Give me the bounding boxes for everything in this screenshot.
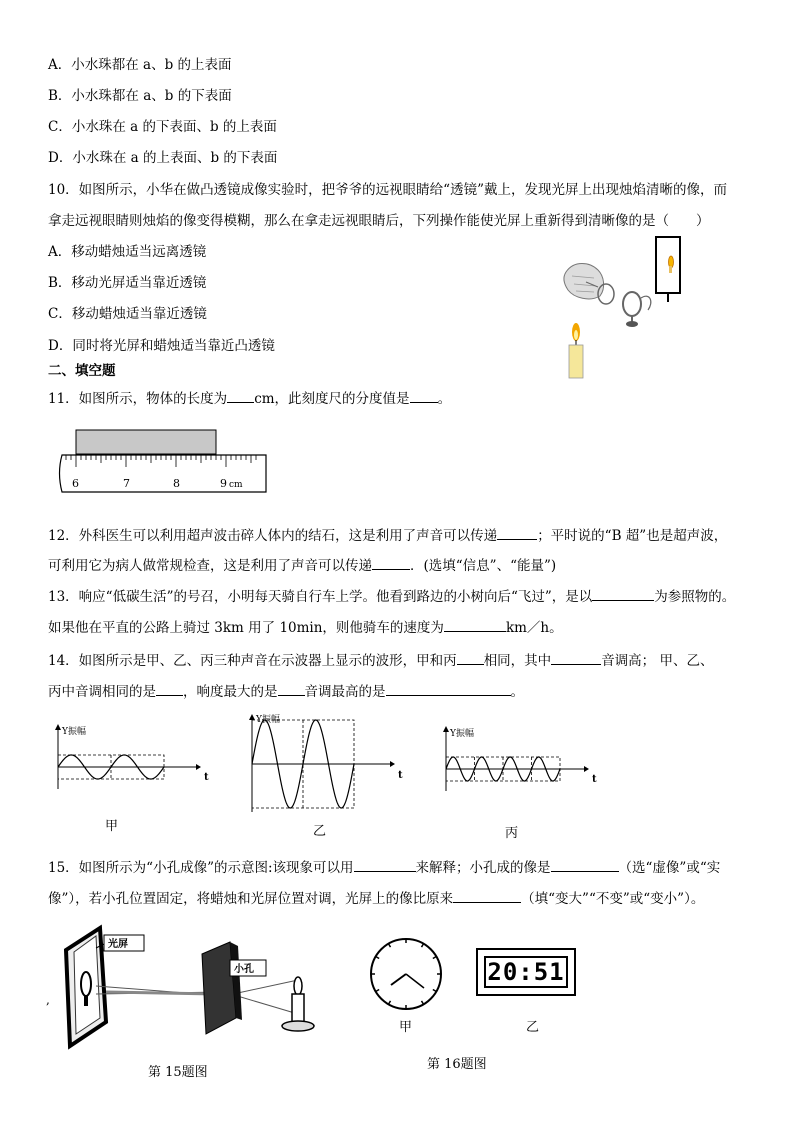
q14-line2-d: 。 <box>510 684 524 700</box>
section-fill-in-heading: 二、填空题 <box>48 363 116 379</box>
measured-object <box>76 430 216 454</box>
pinhole-candle-icon <box>282 977 314 1031</box>
q15-blank-1 <box>354 857 416 872</box>
waveform-bing-ylabel: Y振幅 <box>450 729 474 739</box>
light-screen-icon <box>656 237 680 302</box>
ruler-label-6: 6 <box>72 477 79 490</box>
q9-option-c: C．小水珠在 a 的下表面、b 的上表面 <box>48 119 277 135</box>
waveform-yi <box>240 712 410 812</box>
q10-option-d: D．同时将光屏和蜡烛适当靠近凸透镜 <box>48 338 275 354</box>
ruler-figure <box>54 428 270 496</box>
q14-blank-2 <box>551 650 601 665</box>
digital-clock-time: 20:51 <box>487 958 565 986</box>
q15-blank-2 <box>551 857 619 872</box>
fig15-caption: 第 15题图 <box>148 1065 208 1080</box>
q11-part1: 11．如图所示，物体的长度为 <box>48 391 228 407</box>
q11-part3: 。 <box>437 391 452 407</box>
q14-blank-4 <box>278 681 305 696</box>
waveform-caption-jia: 甲 <box>105 819 119 834</box>
q12-line2-a: 可利用它为病人做常规检查，这是利用了声音可以传递 <box>48 558 372 574</box>
q14-blank-5 <box>386 681 511 696</box>
q12-line2-b: ．(选填“信息”、“能量”) <box>410 558 557 574</box>
q13-blank-1 <box>592 586 654 601</box>
ruler-unit-label: cm <box>229 480 243 490</box>
q13-line2 <box>48 617 563 637</box>
q11-part2: cm，此刻度尺的分度值是 <box>254 391 410 407</box>
q14-blank-3 <box>156 681 183 696</box>
t-axis-arrow <box>584 766 589 772</box>
ruler-label-7: 7 <box>123 477 130 490</box>
q14-line1-b: 相同，其中 <box>483 653 552 669</box>
q10-stem-line1: 10．如图所示，小华在做凸透镜成像实验时，把爷爷的远视眼睛给“透镜”戴上，发现光屏上出现烛焰清晰的像，而 <box>48 182 727 198</box>
q15-line2-a: 像”），若小孔位置固定，将蜡烛和光屏位置对调，光屏上的像比原来 <box>48 891 454 907</box>
q14-blank-1 <box>457 650 484 665</box>
q15-line1-a: 15．如图所示为“小孔成像”的示意图:该现象可以用 <box>48 860 354 876</box>
digital-caption-yi: 乙 <box>526 1020 540 1035</box>
q11-blank-length <box>227 388 254 403</box>
digital-clock <box>476 948 576 996</box>
waveform-jia-tlabel: t <box>204 772 209 783</box>
q13-blank-2 <box>444 617 506 632</box>
waveform-caption-yi: 乙 <box>313 824 327 839</box>
q14-line1-a: 14．如图所示是甲、乙、丙三种声音在示波器上显示的波形，甲和丙 <box>48 653 457 669</box>
q14-line2-a: 丙中音调相同的是 <box>48 684 156 700</box>
pinhole-screen-label: 光屏 <box>108 939 128 950</box>
clock-caption-jia: 甲 <box>399 1020 413 1035</box>
q9-option-a: A．小水珠都在 a、b 的上表面 <box>48 57 232 73</box>
q15-line1-c: （选“虚像”或“实 <box>618 860 721 876</box>
q11-blank-division <box>410 388 438 403</box>
y-axis-arrow <box>55 724 61 730</box>
q14-line1 <box>48 650 713 670</box>
waveform-jia <box>48 722 218 807</box>
hand-glasses-icon <box>564 264 614 305</box>
q13-line1-a: 13．响应“低碳生活”的号召，小明每天骑自行车上学。他看到路边的小树向后“飞过”，是以 <box>48 589 593 605</box>
analog-clock <box>366 934 446 1014</box>
waveform-yi-ylabel: Y振幅 <box>256 715 280 725</box>
q14-line2-b: ，响度最大的是 <box>183 684 278 700</box>
waveform-jia-ylabel: Y振幅 <box>62 727 86 737</box>
y-axis-arrow <box>443 726 449 732</box>
candle-icon <box>569 323 583 378</box>
q9-option-b: B．小水珠都在 a、b 的下表面 <box>48 88 232 104</box>
q10-stem-line2: 拿走远视眼睛则烛焰的像变得模糊，那么在拿走远视眼睛后，下列操作能使光屏上重新得到清晰像的是（ ） <box>48 213 710 229</box>
q10-option-b: B．移动光屏适当靠近透镜 <box>48 275 207 291</box>
waveform-bing <box>436 724 606 819</box>
ruler-label-9: 9 <box>220 477 227 490</box>
q9-option-d: D．小水珠在 a 的上表面、b 的下表面 <box>48 150 278 166</box>
q11-text <box>48 388 451 408</box>
t-axis-arrow <box>196 764 201 770</box>
q10-lens-figure <box>556 232 696 382</box>
q15-blank-3 <box>453 888 521 903</box>
q15-line2-b: （填“变大”“不变”或“变小”）。 <box>521 891 705 907</box>
q12-blank-2 <box>372 555 410 570</box>
ruler-label-8: 8 <box>173 477 180 490</box>
stray-comma: , <box>46 993 50 1007</box>
q12-line1-a: 12．外科医生可以利用超声波击碎人体内的结石，这是利用了声音可以传递 <box>48 528 498 544</box>
q14-line2-c: 音调最高的是 <box>304 684 386 700</box>
q14-line2 <box>48 681 524 701</box>
q12-blank-1 <box>497 525 537 540</box>
q13-line2-b: km／h。 <box>505 620 563 636</box>
waveform-yi-tlabel: t <box>398 770 403 781</box>
q14-line1-c: 音调高； 甲、乙、 <box>601 653 714 669</box>
q15-line2 <box>48 888 704 908</box>
q13-line1 <box>48 586 735 606</box>
t-axis-arrow <box>390 761 395 767</box>
pinhole-board <box>202 942 236 1034</box>
q12-line1 <box>48 525 727 545</box>
q15-line1 <box>48 857 720 877</box>
pinhole-figure <box>46 922 322 1054</box>
waveform-caption-bing: 丙 <box>505 826 519 841</box>
pinhole-hole-label: 小孔 <box>234 964 254 975</box>
q10-option-a: A．移动蜡烛适当远离透镜 <box>48 244 207 260</box>
fig16-caption: 第 16题图 <box>427 1057 487 1072</box>
q10-option-c: C．移动蜡烛适当靠近透镜 <box>48 306 207 322</box>
q13-line2-a: 如果他在平直的公路上骑过 3km 用了 10min，则他骑车的速度为 <box>48 620 444 636</box>
convex-lens-icon <box>623 292 651 327</box>
y-axis-arrow <box>249 714 255 720</box>
q15-line1-b: 来解释；小孔成的像是 <box>415 860 551 876</box>
q12-line1-b: ；平时说的“B 超”也是超声波， <box>537 528 728 544</box>
waveform-bing-tlabel: t <box>592 774 597 785</box>
q12-line2 <box>48 555 556 575</box>
q13-line1-b: 为参照物的。 <box>654 589 736 605</box>
